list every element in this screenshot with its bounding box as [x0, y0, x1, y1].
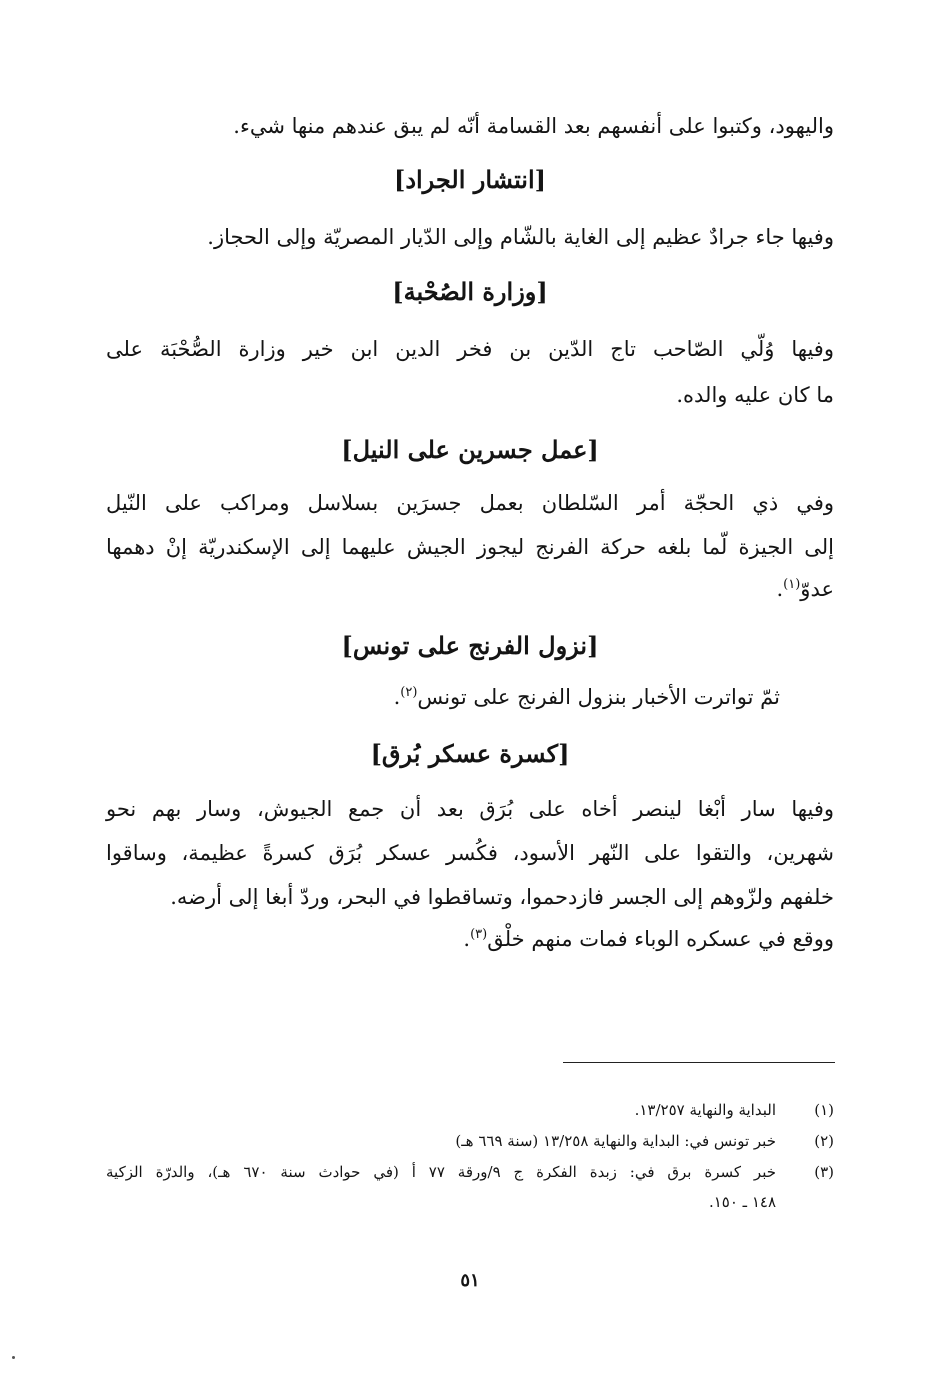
- paragraph-line: [106, 378, 834, 412]
- section-heading: [نزول الفرنج على تونس]: [341, 631, 599, 660]
- paragraph-line: شهرين، والتقوا على النّهر الأسود، فكُسر عسكر بُرَق كسرةً عظيمة، وساقوا: [106, 841, 834, 865]
- footnote: [106, 1160, 834, 1184]
- paragraph-line: [106, 572, 834, 606]
- text-line: عدوّ: [800, 577, 834, 601]
- footnote: [106, 1129, 834, 1153]
- footnote-marker: (٣): [470, 927, 488, 942]
- paragraph-line: [106, 880, 834, 914]
- text-line: ووقع في عسكره الوباء فمات منهم خلْق: [487, 927, 834, 951]
- paragraph-line: [106, 922, 834, 956]
- punctuation: .: [393, 685, 401, 709]
- footnote-text: خبر تونس في: البداية والنهاية ١٣/٢٥٨ (سنة ٦٦٩ هـ): [455, 1132, 776, 1150]
- scan-speck: [12, 1356, 15, 1359]
- text-line: وفيها جاء جرادٌ عظيم إلى الغاية بالشّام وإلى الدّيار المصريّة وإلى الحجاز.: [207, 225, 834, 249]
- text-line: واليهود، وكتبوا على أنفسهم بعد القسامة أنّه لم يبق عندهم منها شيء.: [233, 114, 834, 138]
- punctuation: .: [776, 577, 784, 601]
- footnote-text: ١٤٨ ـ ١٥٠.: [708, 1193, 776, 1211]
- footnote-text: البداية والنهاية ١٣/٢٥٧.: [634, 1101, 776, 1119]
- footnote-continuation: [106, 1190, 834, 1214]
- paragraph-line: وفيها سار أبْغا لينصر أخاه على بُرَق بعد أن جمع الجيوش، وسار بهم نحو: [106, 797, 834, 821]
- section-heading: [كسرة عسكر بُرق]: [370, 739, 570, 768]
- page-number: ٥١: [460, 1270, 480, 1291]
- paragraph-line: [106, 680, 780, 714]
- text-line: خلفهم ولزّوهم إلى الجسر فازدحموا، وتساقطوا في البحر، وردّ أبغا إلى أرضه.: [170, 885, 834, 909]
- text-line: ما كان عليه والده.: [676, 383, 834, 407]
- footnote-text: خبر كسرة برق في: زبدة الفكرة ج ٩/ورقة ٧٧ أ (في حوادث سنة ٦٧٠ هـ)، والدرّة الزكية: [106, 1163, 776, 1181]
- section-heading: [انتشار الجراد]: [393, 165, 547, 194]
- footnote-divider: [563, 1062, 835, 1063]
- footnote: [106, 1098, 834, 1122]
- text-line: ثمّ تواترت الأخبار بنزول الفرنج على تونس: [417, 685, 780, 709]
- paragraph-line: إلى الجيزة لّما بلغه حركة الفرنج ليجوز الجيش عليهما إلى الإسكندريّة إنْ دهمها: [106, 535, 834, 559]
- footnote-number: (٢): [814, 1132, 834, 1150]
- paragraph-line: [106, 220, 834, 254]
- footnote-marker: (٢): [400, 685, 418, 700]
- section-heading: [وزارة الصُحْبة]: [392, 277, 548, 306]
- footnote-number: (١): [814, 1101, 834, 1119]
- paragraph-line: وفي ذي الحجّة أمر السّلطان بعمل جسرَين بسلاسل ومراكب على النّيل: [106, 491, 834, 515]
- footnote-number: (٣): [814, 1163, 834, 1181]
- footnote-marker: (١): [783, 577, 801, 592]
- paragraph-line: [106, 109, 834, 143]
- section-heading: [عمل جسرين على النيل]: [341, 435, 599, 464]
- punctuation: .: [463, 927, 471, 951]
- paragraph-line: وفيها وُلّي الصّاحب تاج الدّين بن فخر الدين ابن خير وزارة الصُّحْبَة على: [106, 337, 834, 361]
